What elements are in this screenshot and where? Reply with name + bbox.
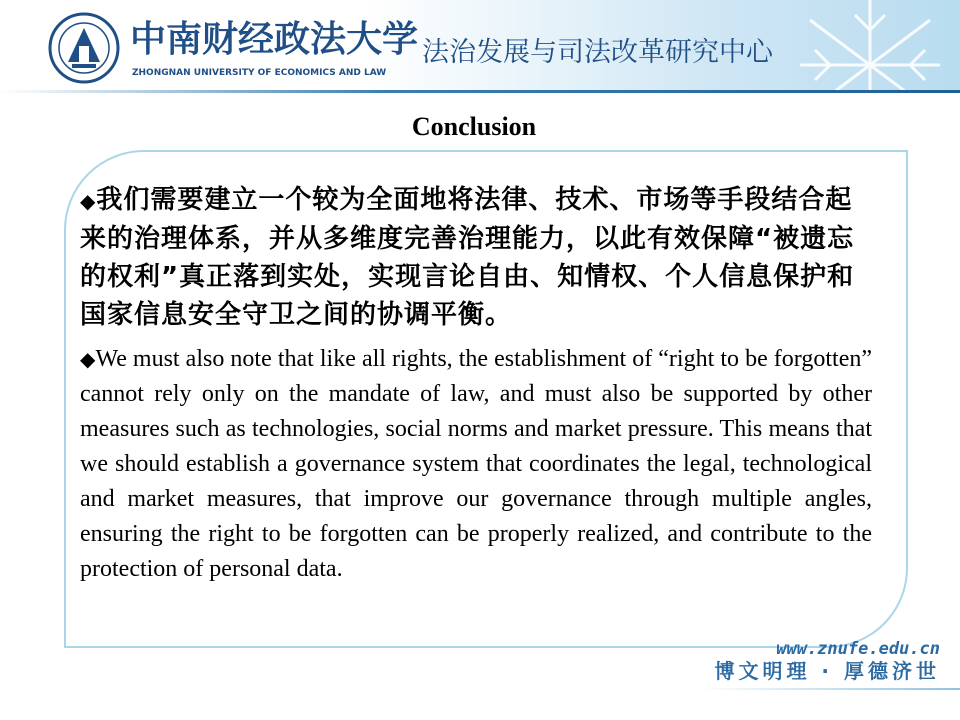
university-name-en: ZHONGNAN UNIVERSITY OF ECONOMICS AND LAW <box>132 68 387 78</box>
university-emblem-icon <box>48 12 120 84</box>
paragraph-chinese <box>80 181 872 334</box>
footer-divider <box>700 688 960 690</box>
header-divider <box>0 90 960 93</box>
diamond-bullet-icon: ◆ <box>80 347 96 371</box>
content-box <box>80 181 872 587</box>
paragraph-english <box>80 342 872 587</box>
research-center-name: 法治发展与司法改革研究中心 <box>422 37 773 68</box>
paragraph-english-text: We must also note that like all rights, the establishment of “right to be forgotten” cannot rely only on the mandate of law, and must also be supported by other measures such as technologies, social norms and market pressure. This means that we should establish a governance system that coordinates the legal, technological and market measures, that improve our governance through multiple angles, ensuring the right to be forgotten can be properly realized, and contribute to the protection of personal data. <box>80 346 873 582</box>
diamond-bullet-icon: ◆ <box>80 189 97 213</box>
slide-title: Conclusion <box>411 112 537 141</box>
footer-motto: 博文明理 · 厚德济世 <box>714 659 940 683</box>
paragraph-chinese-text: 我们需要建立一个较为全面地将法律、技术、市场等手段结合起来的治理体系，并从多维度完善治理能力，以此有效保障“被遗忘的权利”真正落到实处，实现言论自由、知情权、个人信息保护和国家信息安全守卫之间的协调平衡。 <box>80 185 855 330</box>
university-name-cn: 中南财经政法大学 <box>130 18 419 60</box>
footer-url: www.znufe.edu.cn <box>776 639 940 659</box>
